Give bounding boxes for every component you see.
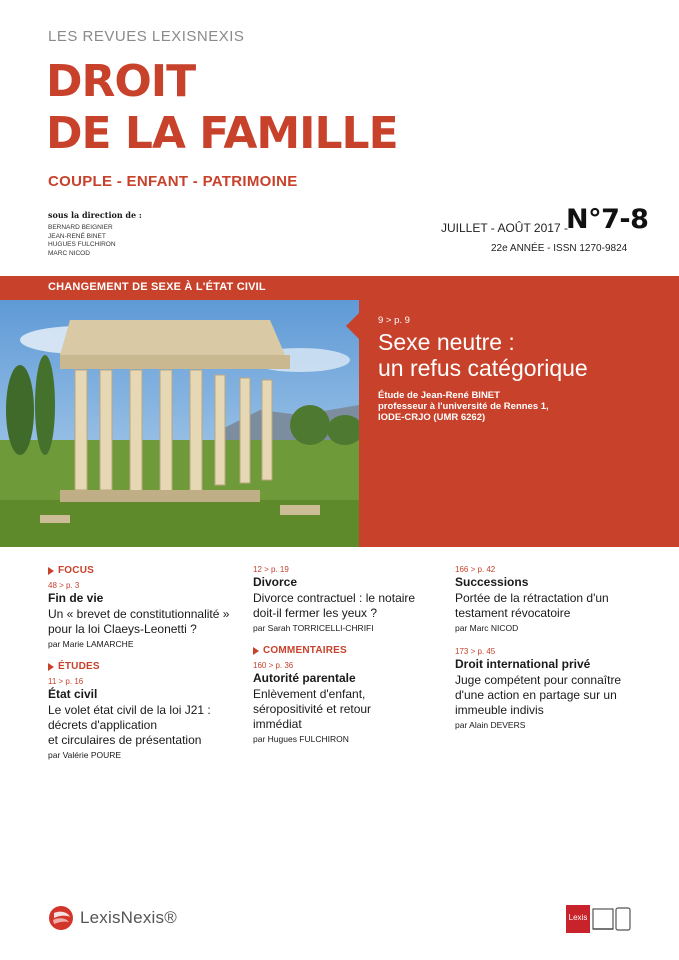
directors-list: [48, 224, 116, 258]
feature-author-line2: professeur à l'université de Rennes 1,: [378, 401, 549, 412]
director-name: HUGUES FULCHIRON: [48, 241, 116, 248]
section-head-commentaires: [253, 645, 453, 656]
toc-ref: 160 > p. 36: [253, 661, 294, 670]
toc-rubric: Droit international privé: [455, 657, 591, 671]
toc-title: Portée de la rétractation d'un testament révocatoire: [455, 591, 609, 620]
cover-photo: [0, 300, 359, 547]
toc-author: par Hugues FULCHIRON: [253, 734, 349, 744]
toc-title: Un « brevet de constitutionnalité » pour la loi Claeys-Leonetti ?: [48, 607, 230, 636]
journal-title-line2: DE LA FAMILLE: [46, 108, 398, 159]
toc-column-1: [48, 565, 248, 772]
toc-item[interactable]: [48, 581, 248, 649]
feature-title-line1: Sexe neutre :: [378, 329, 515, 355]
toc-ref: 12 > p. 19: [253, 565, 289, 574]
arrow-icon: [48, 663, 54, 671]
toc-rubric: Divorce: [253, 575, 298, 589]
director-name: JEAN-RENÉ BINET: [48, 232, 106, 240]
publisher-logo[interactable]: [48, 905, 177, 931]
toc-item[interactable]: [48, 677, 248, 760]
journal-subtitle: COUPLE - ENFANT - PATRIMOINE: [48, 173, 298, 190]
section-label: ÉTUDES: [58, 661, 100, 672]
section-head-etudes: [48, 661, 248, 672]
toc-rubric: Autorité parentale: [253, 671, 356, 685]
toc-rubric: État civil: [48, 687, 98, 701]
lexisnexis-logo-icon: [48, 905, 74, 931]
toc-ref: 48 > p. 3: [48, 581, 80, 590]
toc-title: Enlèvement d'enfant, séropositivité et retour immédiat: [253, 687, 372, 731]
director-name: MARC NICOD: [48, 249, 90, 257]
direction-label: sous la direction de :: [48, 210, 142, 220]
feature-title-line2: un refus catégorique: [378, 355, 588, 381]
toc-ref: 166 > p. 42: [455, 565, 496, 574]
toc-title: Juge compétent pour connaître d'une action en partage sur un immeuble indivis: [455, 673, 622, 717]
toc-title: Le volet état civil de la loi J21 : décrets d'application et circulaires de présentation: [48, 703, 211, 747]
feature-ref: 9 > p. 9: [378, 315, 410, 326]
feature-title[interactable]: [378, 329, 588, 381]
badge-text: Lexis: [568, 913, 588, 922]
feature-author-line1: Étude de Jean-René BINET: [378, 390, 500, 401]
feature-notch: [346, 313, 359, 339]
issue-sub: 22e ANNÉE - ISSN 1270-9824: [491, 243, 628, 254]
feature-author-line3: IODE-CRJO (UMR 6262): [378, 412, 486, 423]
toc-author: par Sarah TORRICELLI-CHRIFI: [253, 623, 374, 633]
toc-item[interactable]: [455, 565, 665, 633]
feature-author: [378, 390, 549, 423]
toc-item[interactable]: [455, 647, 665, 730]
arrow-icon: [48, 567, 54, 575]
series-name: LES REVUES LEXISNEXIS: [48, 28, 245, 45]
feature-banner-text: CHANGEMENT DE SEXE À L'ÉTAT CIVIL: [48, 281, 266, 293]
toc-rubric: Fin de vie: [48, 591, 104, 605]
toc-column-3: [455, 565, 665, 742]
logo-text: LexisNexis®: [80, 908, 177, 927]
toc-ref: 173 > p. 45: [455, 647, 496, 656]
section-label: COMMENTAIRES: [263, 645, 347, 656]
director-name: BERNARD BEIGNIER: [48, 224, 113, 231]
digital-badge[interactable]: [566, 905, 632, 938]
section-label: FOCUS: [58, 565, 94, 576]
toc-author: par Alain DEVERS: [455, 720, 526, 730]
toc-item[interactable]: [253, 661, 453, 744]
toc-item[interactable]: [253, 565, 453, 633]
issue-number: N°7-8: [566, 204, 649, 235]
toc-rubric: Successions: [455, 575, 529, 589]
toc-author: par Valérie POURE: [48, 750, 122, 760]
toc-title: Divorce contractuel : le notaire doit-il fermer les yeux ?: [253, 591, 416, 620]
toc-column-2: [253, 565, 453, 756]
arrow-icon: [253, 647, 259, 655]
journal-title-line1: DROIT: [46, 56, 196, 107]
devices-icon: [566, 905, 632, 933]
issue-date: JUILLET - AOÛT 2017 -: [441, 221, 568, 235]
section-head-focus: [48, 565, 248, 576]
toc-ref: 11 > p. 16: [48, 677, 84, 686]
toc-author: par Marie LAMARCHE: [48, 639, 134, 649]
toc-author: par Marc NICOD: [455, 623, 519, 633]
